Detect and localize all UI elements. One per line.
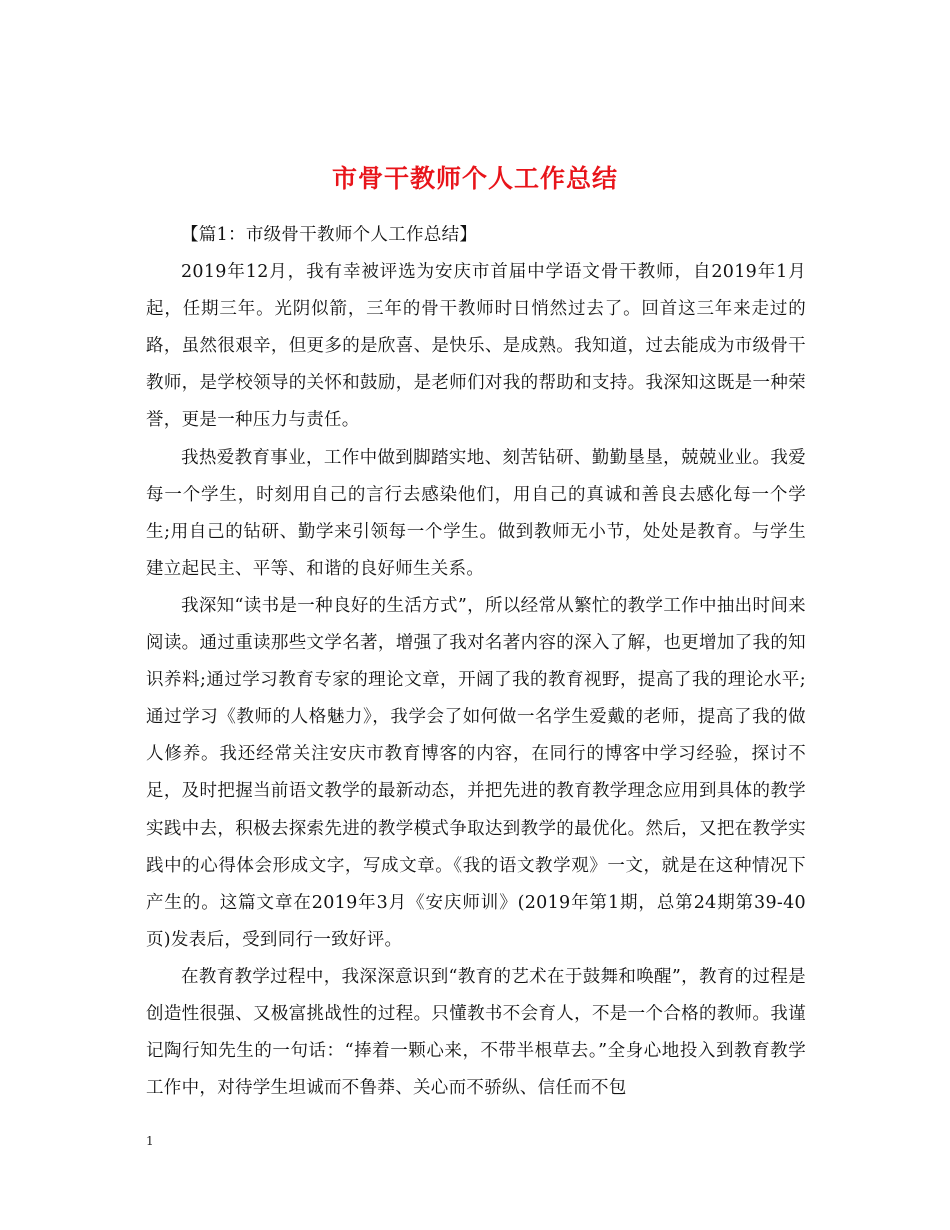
page-number: 1 xyxy=(146,1134,154,1148)
section-heading: 【篇1：市级骨干教师个人工作总结】 xyxy=(181,225,478,245)
paragraph-4: 在教育教学过程中，我深深意识到“教育的艺术在于鼓舞和唤醒”，教育的过程是创造性很强、又极富挑战性的过程。只懂教书不会育人，不是一个合格的教师。我谨记陶行知先生的一句话：“捧着一颗心来，不带半根草去。”全身心地投入到教育教学工作中，对待学生坦诚而不鲁莽、关心而不骄纵、信任而不包 xyxy=(146,966,806,1099)
document-title: 市骨干教师个人工作总结 xyxy=(331,163,618,193)
paragraph-1: 2019年12月，我有幸被评选为安庆市首届中学语文骨干教师，自2019年1月起，任期三年。光阴似箭，三年的骨干教师时日悄然过去了。回首这三年来走过的路，虽然很艰辛，但更多的是欣喜、是快乐、是成熟。我知道，过去能成为市级骨干教师，是学校领导的关怀和鼓励，是老师们对我的帮助和支持。我深知这既是一种荣誉，更是一种压力与责任。 xyxy=(146,262,806,431)
paragraph-2: 我热爱教育事业，工作中做到脚踏实地、刻苦钻研、勤勤垦垦，兢兢业业。我爱每一个学生，时刻用自己的言行去感染他们，用自己的真诚和善良去感化每一个学生;用自己的钻研、勤学来引领每一个学生。做到教师无小节，处处是教育。与学生建立起民主、平等、和谐的良好师生关系。 xyxy=(146,447,806,579)
paragraph-3: 我深知“读书是一种良好的生活方式”，所以经常从繁忙的教学工作中抽出时间来阅读。通过重读那些文学名著，增强了我对名著内容的深入了解，也更增加了我的知识养料;通过学习教育专家的理论文章，开阔了我的教育视野，提高了我的理论水平;通过学习《教师的人格魅力》，我学会了如何做一名学生爱戴的老师，提高了我的做人修养。我还经常关注安庆市教育博客的内容，在同行的博客中学习经验，探讨不足，及时把握当前语文教学的最新动态，并把先进的教育教学理念应用到具体的教学实践中去，积极去探索先进的教学模式争取达到教学的最优化。然后，又把在教学实践中的心得体会形成文字，写成文章。《我的语文教学观》一文，就是在这种情况下产生的。这篇文章在2019年3月《安庆师训》(2019年第1期，总第24期第39-40页)发表后，受到同行一致好评。 xyxy=(146,595,806,950)
document-body xyxy=(146,217,806,1107)
